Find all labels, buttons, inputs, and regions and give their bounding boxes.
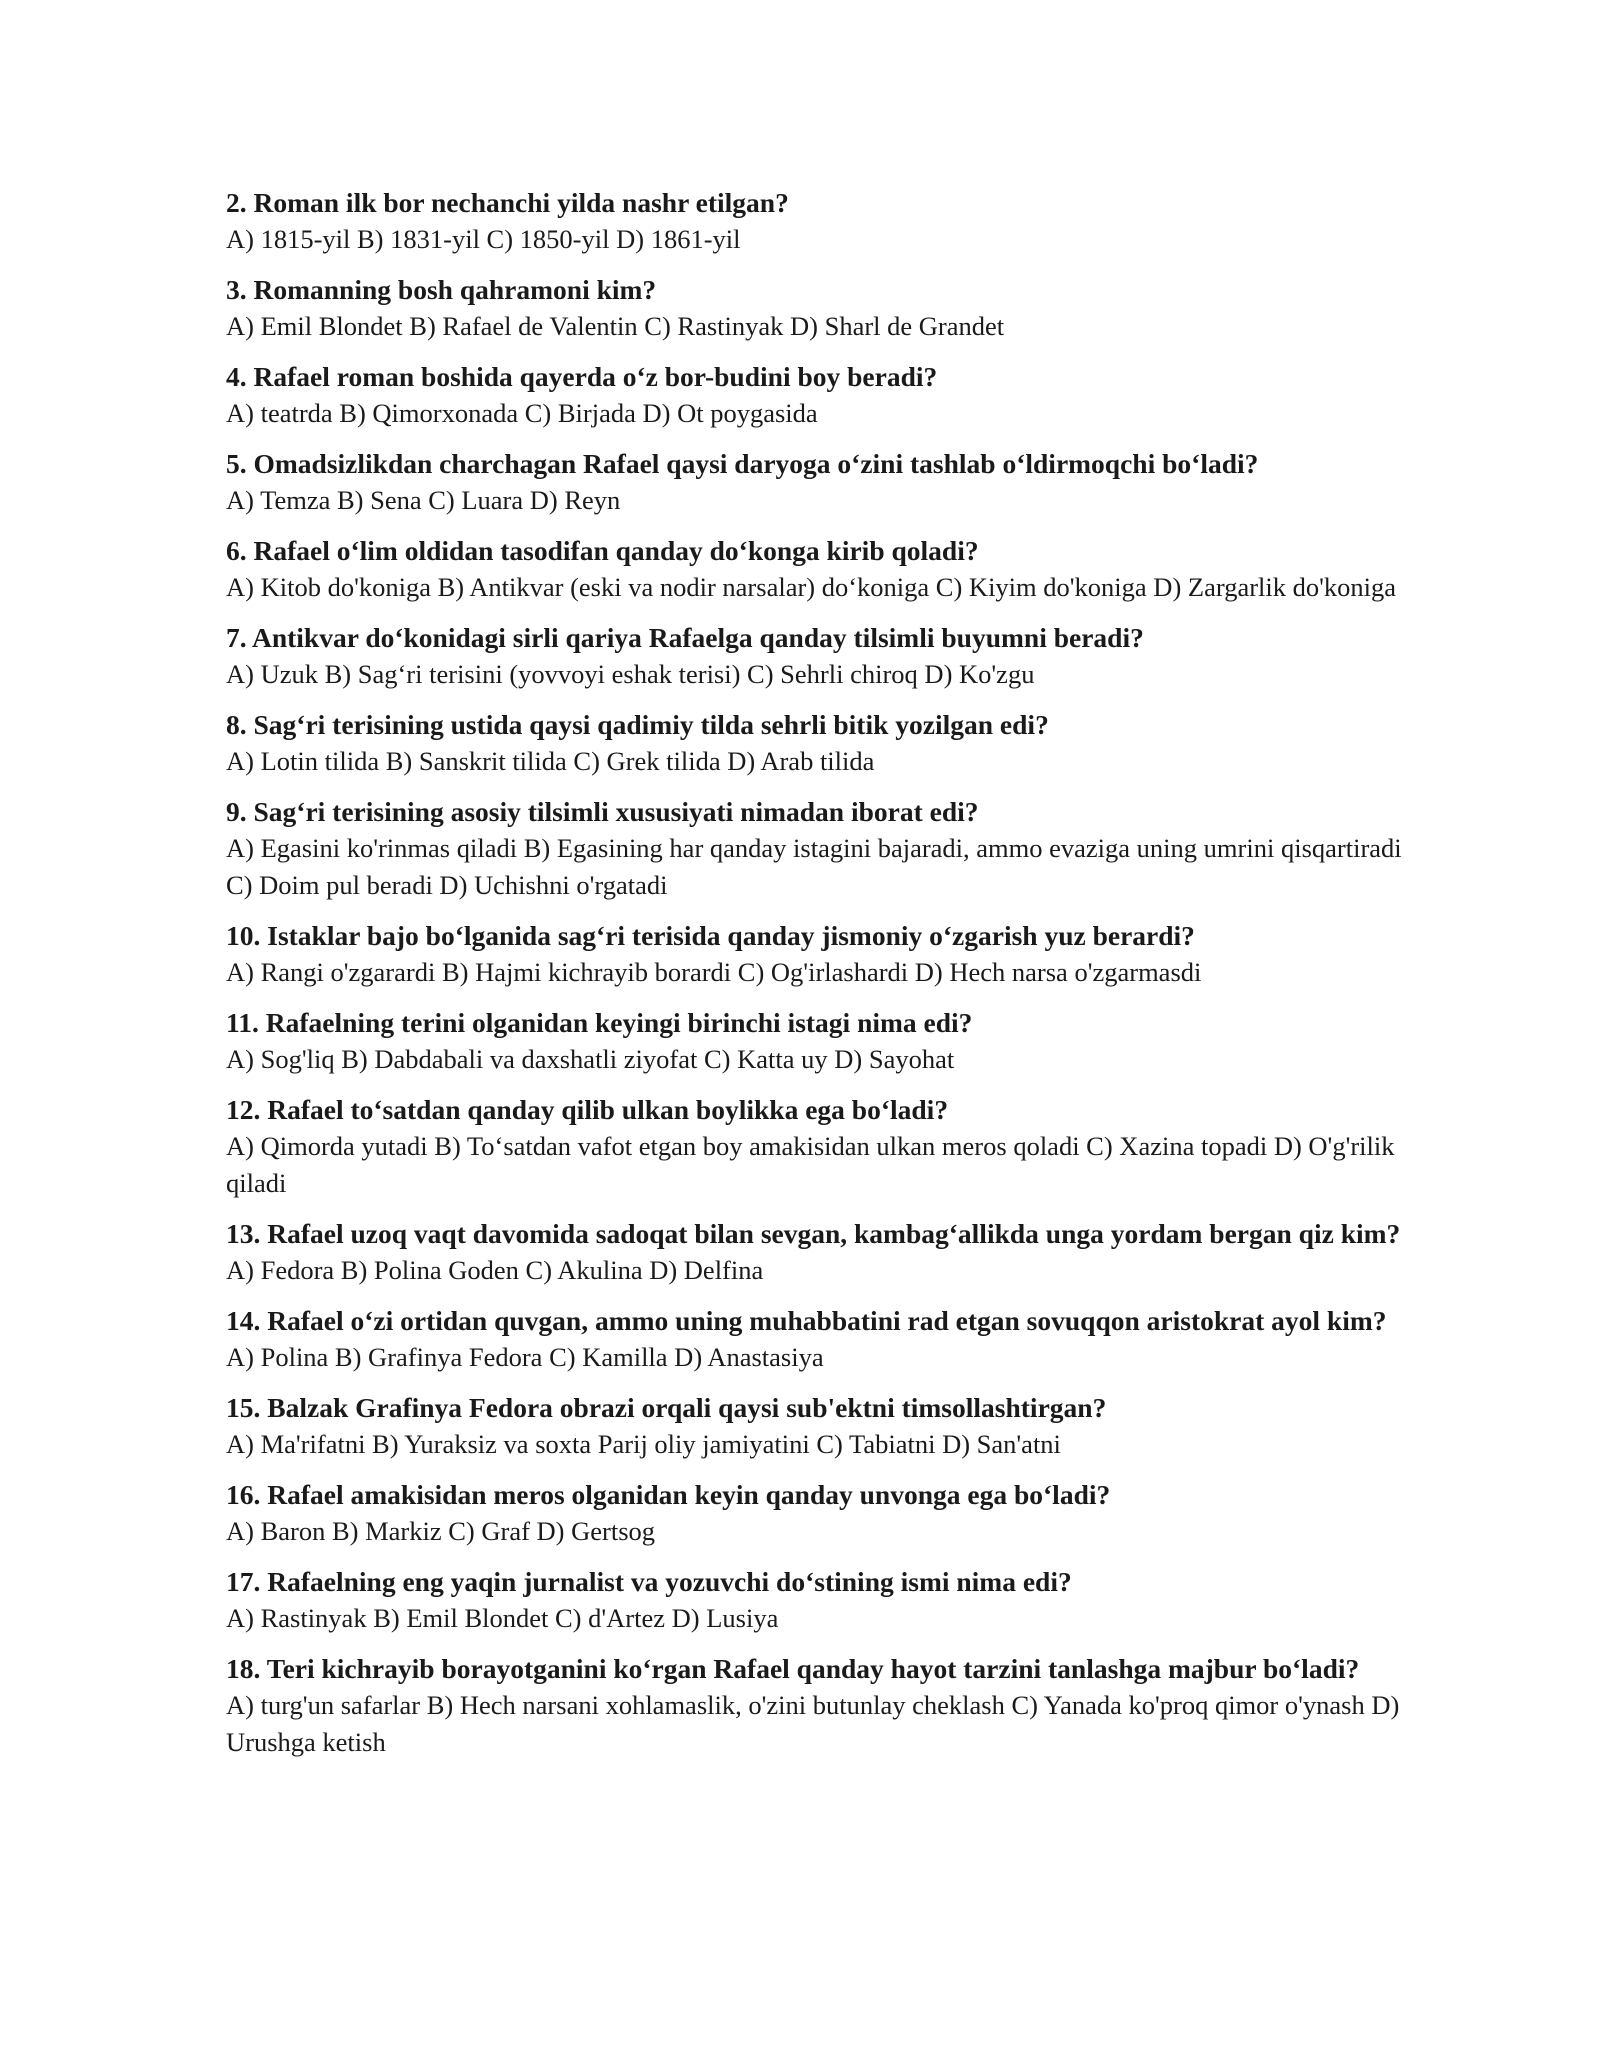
question-block-7 xyxy=(226,619,1426,693)
question-block-18 xyxy=(226,1650,1426,1761)
question-text: 11. Rafaelning terini olganidan keyingi birinchi istagi nima edi? xyxy=(226,1007,973,1038)
answer-options: A) Ma'rifatni B) Yuraksiz va soxta Parij oliy jamiyatini C) Tabiatni D) San'atni xyxy=(226,1429,1061,1459)
answer-options: A) Baron B) Markiz C) Graf D) Gertsog xyxy=(226,1516,656,1546)
question-block-11 xyxy=(226,1004,1426,1078)
question-block-8 xyxy=(226,706,1426,780)
question-block-14 xyxy=(226,1302,1426,1376)
question-text: 2. Roman ilk bor nechanchi yilda nashr etilgan? xyxy=(226,187,789,218)
answer-options: A) Emil Blondet B) Rafael de Valentin C) Rastinyak D) Sharl de Grandet xyxy=(226,311,1005,341)
answer-options: A) Sog'liq B) Dabdabali va daxshatli ziyofat C) Katta uy D) Sayohat xyxy=(226,1044,955,1074)
question-text: 15. Balzak Grafinya Fedora obrazi orqali qaysi sub'ektni timsollashtirgan? xyxy=(226,1392,1107,1423)
answer-options: A) teatrda B) Qimorxonada C) Birjada D) Ot poygasida xyxy=(226,398,818,428)
question-text: 7. Antikvar do‘konidagi sirli qariya Rafaelga qanday tilsimli buyumni beradi? xyxy=(226,622,1144,653)
question-block-4 xyxy=(226,358,1426,432)
question-text: 5. Omadsizlikdan charchagan Rafael qaysi daryoga o‘zini tashlab o‘ldirmoqchi bo‘ladi? xyxy=(226,448,1259,479)
question-block-6 xyxy=(226,532,1426,606)
question-text: 18. Teri kichrayib borayotganini ko‘rgan Rafael qanday hayot tarzini tanlashga majbur bo‘ladi? xyxy=(226,1653,1360,1684)
answer-options: A) Rastinyak B) Emil Blondet C) d'Artez D) Lusiya xyxy=(226,1603,779,1633)
question-text: 8. Sag‘ri terisining ustida qaysi qadimiy tilda sehrli bitik yozilgan edi? xyxy=(226,709,1049,740)
answer-options: A) Egasini ko'rinmas qiladi B) Egasining har qanday istagini bajaradi, ammo evaziga uning umrini qisqartiradi C) Doim pul beradi D) Uchishni o'rgatadi xyxy=(226,833,1402,900)
answer-options: A) Uzuk B) Sag‘ri terisini (yovvoyi eshak terisi) C) Sehrli chiroq D) Ko'zgu xyxy=(226,659,1035,689)
answer-options: A) Kitob do'koniga B) Antikvar (eski va nodir narsalar) do‘koniga C) Kiyim do'koniga D) Zargarlik do'koniga xyxy=(226,572,1397,602)
question-block-9 xyxy=(226,793,1426,904)
question-block-13 xyxy=(226,1215,1426,1289)
question-text: 10. Istaklar bajo bo‘lganida sag‘ri terisida qanday jismoniy o‘zgarish yuz berardi? xyxy=(226,920,1195,951)
document-page xyxy=(226,184,1426,1774)
answer-options: A) turg'un safarlar B) Hech narsani xohlamaslik, o'zini butunlay cheklash C) Yanada ko'proq qimor o'ynash D) Urushga ketish xyxy=(226,1690,1400,1757)
answer-options: A) Fedora B) Polina Goden C) Akulina D) Delfina xyxy=(226,1255,764,1285)
answer-options: A) Lotin tilida B) Sanskrit tilida C) Grek tilida D) Arab tilida xyxy=(226,746,875,776)
answer-options: A) Temza B) Sena C) Luara D) Reyn xyxy=(226,485,621,515)
question-text: 6. Rafael o‘lim oldidan tasodifan qanday do‘konga kirib qoladi? xyxy=(226,535,979,566)
question-block-10 xyxy=(226,917,1426,991)
question-block-5 xyxy=(226,445,1426,519)
answer-options: A) 1815-yil B) 1831-yil C) 1850-yil D) 1861-yil xyxy=(226,224,741,254)
question-text: 13. Rafael uzoq vaqt davomida sadoqat bilan sevgan, kambag‘allikda unga yordam bergan qiz kim? xyxy=(226,1218,1401,1249)
answer-options: A) Polina B) Grafinya Fedora C) Kamilla D) Anastasiya xyxy=(226,1342,824,1372)
question-text: 14. Rafael o‘zi ortidan quvgan, ammo uning muhabbatini rad etgan sovuqqon aristokrat ayol kim? xyxy=(226,1305,1387,1336)
question-text: 16. Rafael amakisidan meros olganidan keyin qanday unvonga ega bo‘ladi? xyxy=(226,1479,1111,1510)
question-block-16 xyxy=(226,1476,1426,1550)
question-block-15 xyxy=(226,1389,1426,1463)
question-block-2 xyxy=(226,184,1426,258)
question-text: 9. Sag‘ri terisining asosiy tilsimli xususiyati nimadan iborat edi? xyxy=(226,796,979,827)
question-text: 12. Rafael to‘satdan qanday qilib ulkan boylikka ega bo‘ladi? xyxy=(226,1094,949,1125)
question-block-3 xyxy=(226,271,1426,345)
question-text: 3. Romanning bosh qahramoni kim? xyxy=(226,274,657,305)
answer-options: A) Qimorda yutadi B) To‘satdan vafot etgan boy amakisidan ulkan meros qoladi C) Xazina topadi D) O'g'rilik qiladi xyxy=(226,1131,1395,1198)
question-block-17 xyxy=(226,1563,1426,1637)
question-text: 4. Rafael roman boshida qayerda o‘z bor-budini boy beradi? xyxy=(226,361,938,392)
question-block-12 xyxy=(226,1091,1426,1202)
answer-options: A) Rangi o'zgarardi B) Hajmi kichrayib borardi C) Og'irlashardi D) Hech narsa o'zgarmasdi xyxy=(226,957,1202,987)
question-text: 17. Rafaelning eng yaqin jurnalist va yozuvchi do‘stining ismi nima edi? xyxy=(226,1566,1072,1597)
